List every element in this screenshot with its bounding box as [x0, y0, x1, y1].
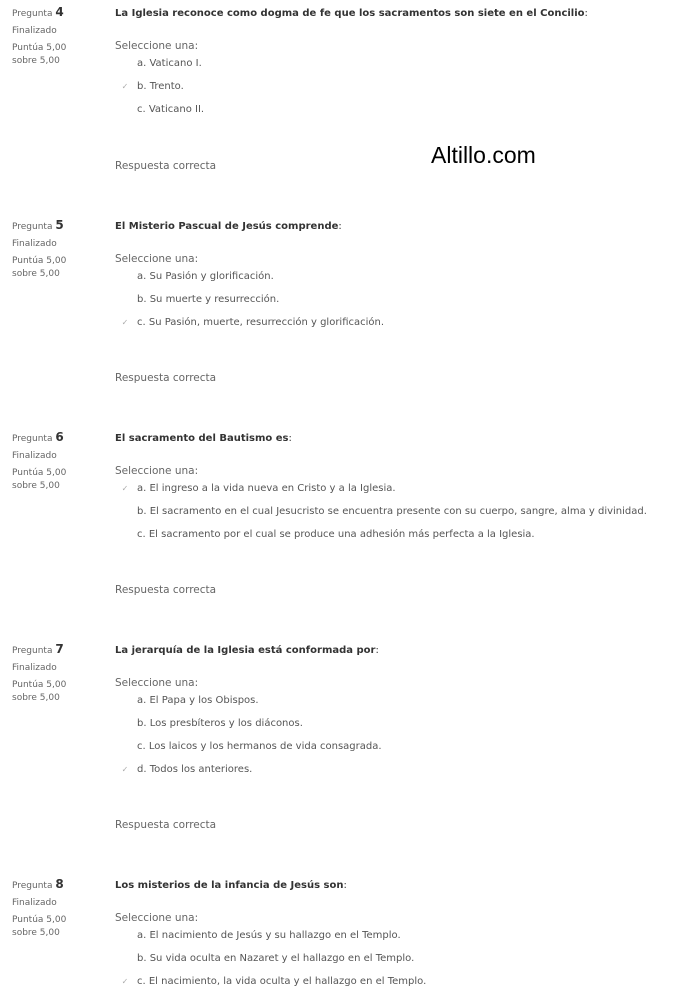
- feedback-text: Respuesta correcta: [115, 372, 217, 384]
- answer-list: [115, 54, 700, 123]
- question-number-label: Pregunta 5: [12, 218, 64, 232]
- question-number-label: Pregunta 6: [12, 430, 64, 444]
- question-info: [12, 643, 107, 705]
- check-icon: ✓: [121, 765, 129, 774]
- check-icon: ✓: [121, 484, 129, 493]
- question-number: 4: [55, 5, 64, 19]
- select-prompt: Seleccione una:: [115, 253, 199, 265]
- question-info: [12, 219, 107, 281]
- select-prompt: Seleccione una:: [115, 40, 199, 52]
- answer-option-b[interactable]: b. Su vida oculta en Nazaret y el hallazgo en el Templo.: [137, 953, 415, 964]
- question-grade: Puntúa 5,00 sobre 5,00: [12, 915, 67, 938]
- answer-option-a[interactable]: ✓ a. El ingreso a la vida nueva en Cristo y a la Iglesia.: [115, 479, 700, 502]
- question-text: Los misterios de la infancia de Jesús son:: [115, 880, 347, 891]
- question-number: 5: [55, 218, 64, 232]
- question-state: Finalizado: [12, 898, 57, 908]
- question-number-label: Pregunta 7: [12, 642, 64, 656]
- answer-option-b[interactable]: b. El sacramento en el cual Jesucristo se encuentra presente con su cuerpo, sangre, alma y divinidad.: [137, 506, 647, 517]
- question-number: 8: [55, 877, 64, 891]
- feedback-text: Respuesta correcta: [115, 160, 217, 172]
- question-grade: Puntúa 5,00 sobre 5,00: [12, 680, 67, 703]
- feedback-text: Respuesta correcta: [115, 584, 217, 596]
- answer-option-a[interactable]: a. Su Pasión y glorificación.: [137, 271, 274, 282]
- select-prompt: Seleccione una:: [115, 465, 199, 477]
- question-text: El sacramento del Bautismo es:: [115, 433, 292, 444]
- question-state: Finalizado: [12, 663, 57, 673]
- question-state: Finalizado: [12, 239, 57, 249]
- question-state: Finalizado: [12, 451, 57, 461]
- answer-option-c[interactable]: c. Los laicos y los hermanos de vida consagrada.: [137, 741, 382, 752]
- question-content: [115, 6, 700, 173]
- question-grade: Puntúa 5,00 sobre 5,00: [12, 43, 67, 66]
- answer-option-c[interactable]: ✓ c. Su Pasión, muerte, resurrección y glorificación.: [115, 313, 700, 336]
- answer-list: [115, 267, 700, 336]
- feedback-text: Respuesta correcta: [115, 819, 217, 831]
- check-icon: ✓: [121, 82, 129, 91]
- question-grade: Puntúa 5,00 sobre 5,00: [12, 256, 67, 279]
- answer-list: [115, 691, 700, 783]
- question-info: [12, 431, 107, 493]
- answer-option-a[interactable]: a. El nacimiento de Jesús y su hallazgo en el Templo.: [137, 930, 401, 941]
- answer-option-c[interactable]: c. Vaticano II.: [137, 104, 205, 115]
- question-text: El Misterio Pascual de Jesús comprende:: [115, 221, 342, 232]
- question-info: [12, 6, 107, 68]
- answer-list: [115, 926, 700, 995]
- question-state: Finalizado: [12, 26, 57, 36]
- watermark: Altillo.com: [431, 142, 536, 168]
- answer-option-a[interactable]: a. Vaticano I.: [137, 58, 202, 69]
- select-prompt: Seleccione una:: [115, 677, 199, 689]
- question-info: [12, 878, 107, 940]
- check-icon: ✓: [121, 977, 129, 986]
- answer-option-b[interactable]: b. Su muerte y resurrección.: [137, 294, 280, 305]
- question-content: [115, 219, 700, 385]
- question-text: La jerarquía de la Iglesia está conformada por:: [115, 645, 379, 656]
- question-content: [115, 878, 700, 995]
- question-content: [115, 431, 700, 597]
- check-icon: ✓: [121, 318, 129, 327]
- answer-option-d[interactable]: ✓ d. Todos los anteriores.: [115, 760, 700, 783]
- answer-option-a[interactable]: a. El Papa y los Obispos.: [137, 695, 259, 706]
- question-number-label: Pregunta 8: [12, 877, 64, 891]
- question-number-label: Pregunta 4: [12, 5, 64, 19]
- question-text: La Iglesia reconoce como dogma de fe que los sacramentos son siete en el Concilio:: [115, 8, 588, 19]
- question-number: 6: [55, 430, 64, 444]
- select-prompt: Seleccione una:: [115, 912, 199, 924]
- answer-option-c[interactable]: ✓ c. El nacimiento, la vida oculta y el hallazgo en el Templo.: [115, 972, 700, 995]
- answer-option-c[interactable]: c. El sacramento por el cual se produce una adhesión más perfecta a la Iglesia.: [137, 529, 535, 540]
- answer-option-b[interactable]: ✓ b. Trento.: [115, 77, 700, 100]
- answer-option-b[interactable]: b. Los presbíteros y los diáconos.: [137, 718, 303, 729]
- question-number: 7: [55, 642, 64, 656]
- question-grade: Puntúa 5,00 sobre 5,00: [12, 468, 67, 491]
- question-content: [115, 643, 700, 832]
- answer-list: [115, 479, 700, 548]
